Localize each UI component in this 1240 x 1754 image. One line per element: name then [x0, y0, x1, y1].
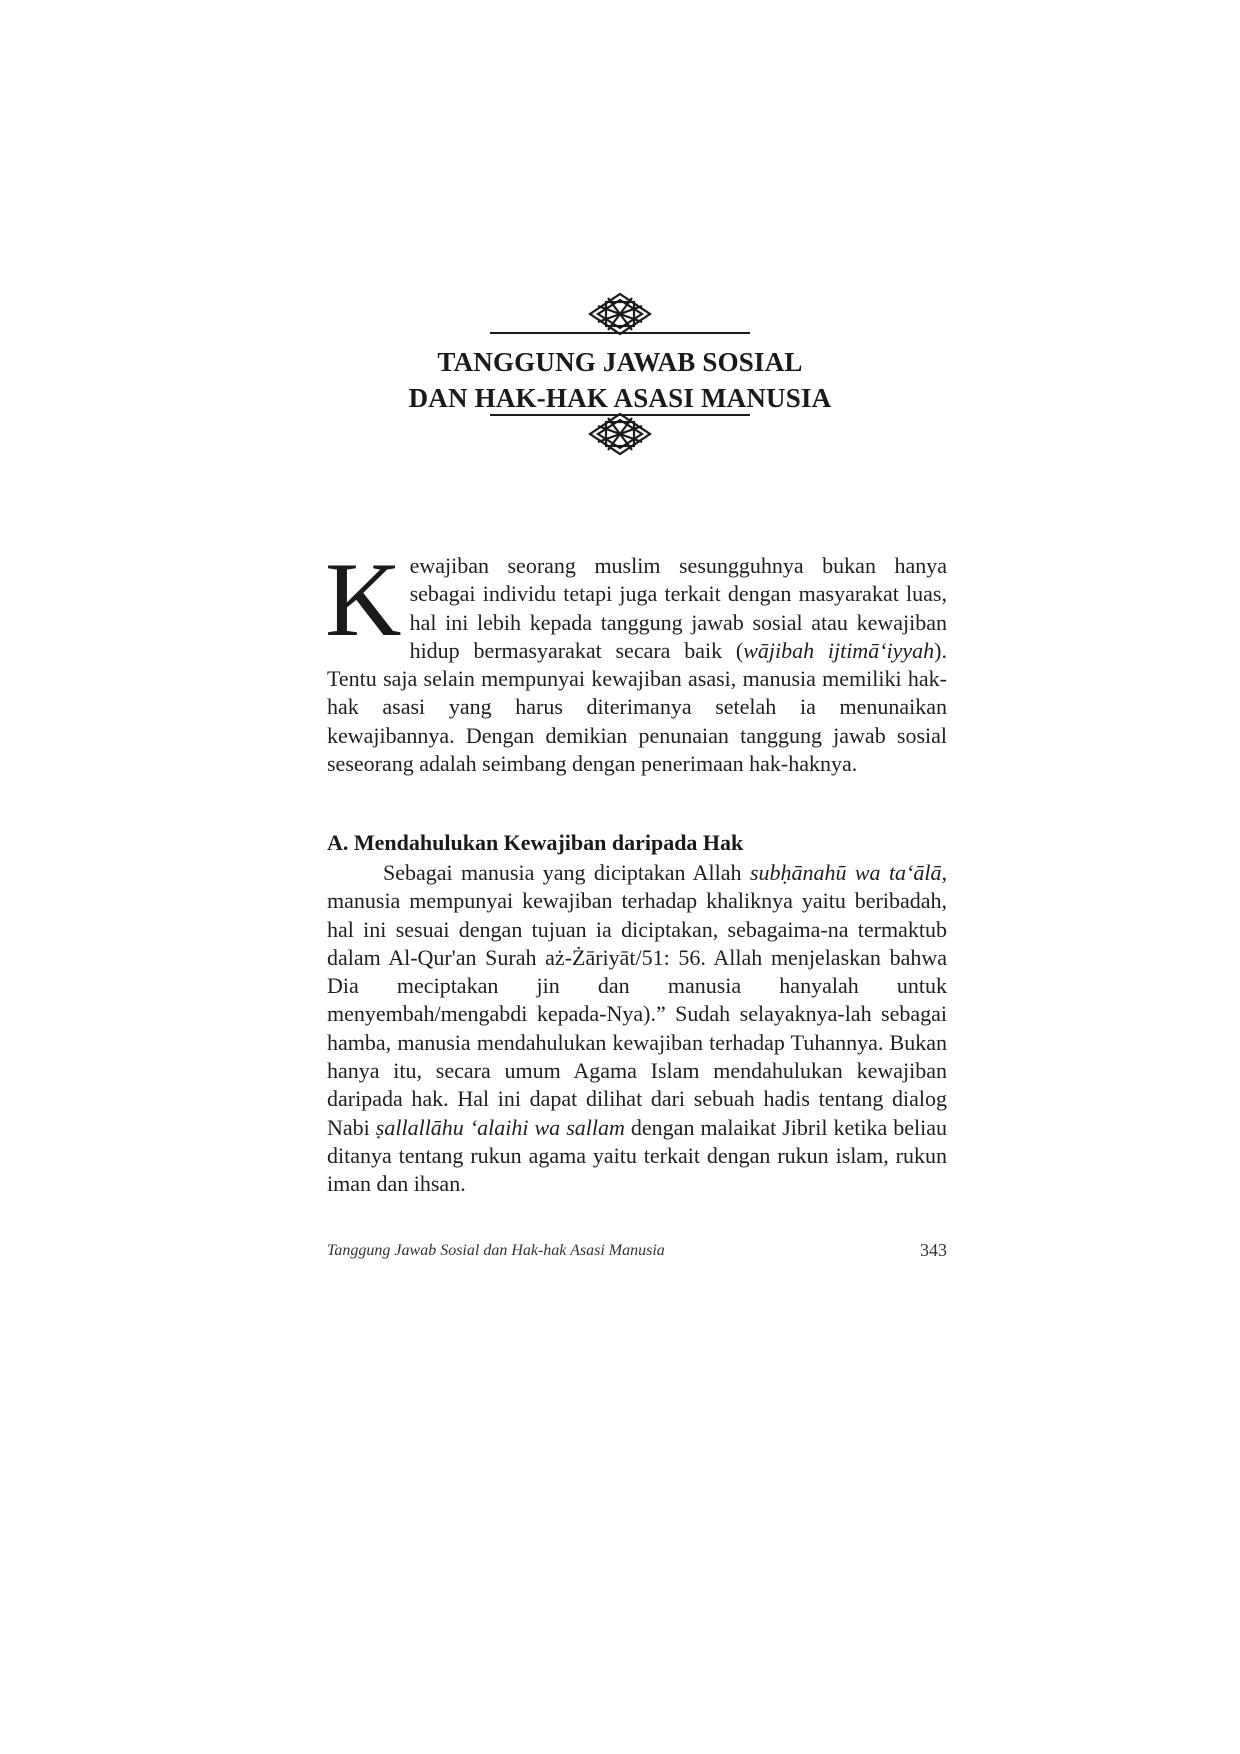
- chapter-ornament-bottom: [0, 410, 1240, 456]
- chapter-title-line-2: DAN HAK-HAK ASASI MANUSIA: [408, 383, 832, 413]
- ornament-knot-bottom-icon: [480, 410, 760, 456]
- term-wajibah-ijtimaiyyah: wājibah ijtimā‘iyyah: [743, 637, 935, 663]
- term-sallallahu: ṣallallāhu ‘alaihi wa sallam: [375, 1114, 625, 1140]
- chapter-title: [0, 344, 1240, 416]
- ornament-knot-top-icon: [480, 292, 760, 338]
- chapter-ornament-top: [0, 292, 1240, 338]
- section-heading: A. Mendahulukan Kewajiban daripada Hak: [327, 830, 744, 855]
- page-number: 343: [920, 1240, 947, 1260]
- section-text-part-3: dengan malaikat Jibril ketika beliau ditanya tentang rukun agama yaitu terkait dengan rukun islam, rukun iman dan ihsan.: [327, 1114, 947, 1197]
- running-footer-title: Tanggung Jawab Sosial dan Hak-hak Asasi Manusia: [327, 1242, 665, 1259]
- section-paragraph: [327, 859, 947, 1199]
- intro-text-part-2: ). Tentu saja selain mempunyai kewajiban asasi, manusia memiliki hak-hak asasi yang harus diterimanya setelah ia menunaikan kewajibannya. Dengan demikian penunaian tanggung jawab sosial seseorang adalah seimbang dengan penerimaan hak-haknya.: [327, 637, 947, 777]
- chapter-title-line-1: TANGGUNG JAWAB SOSIAL: [437, 347, 803, 377]
- term-subhanahu: subḥānahū wa ta‘ālā: [749, 860, 942, 885]
- drop-cap: K: [325, 541, 402, 658]
- intro-paragraph: [325, 541, 947, 778]
- section-text-part-1: Sebagai manusia yang diciptakan Allah: [383, 860, 750, 885]
- section-text-part-2: , manusia mempunyai kewajiban terhadap khaliknya yaitu beribadah, hal ini sesuai dengan tujuan ia diciptakan, sebagaima-na termaktub dalam Al-Qur'an Surah aż-Żāriyāt/51: 56. Allah menjelaskan bahwa Dia meciptakan jin dan manusia hanyalah untuk menyembah/mengabdi kepada-Nya).” Sudah selayaknya-lah sebagai hamba, manusia mendahulukan kewajiban terhadap Tuhannya. Bukan hanya itu, secara umum Agama Islam mendahulukan kewajiban daripada hak. Hal ini dapat dilihat dari sebuah hadis tentang dialog Nabi: [327, 860, 947, 1140]
- intro-text-part-1: ewajiban seorang muslim sesungguhnya bukan hanya sebagai individu tetapi juga terkait dengan masyarakat luas, hal ini lebih kepada tanggung jawab sosial atau kewajiban hidup bermasyarakat secara baik (: [409, 553, 947, 663]
